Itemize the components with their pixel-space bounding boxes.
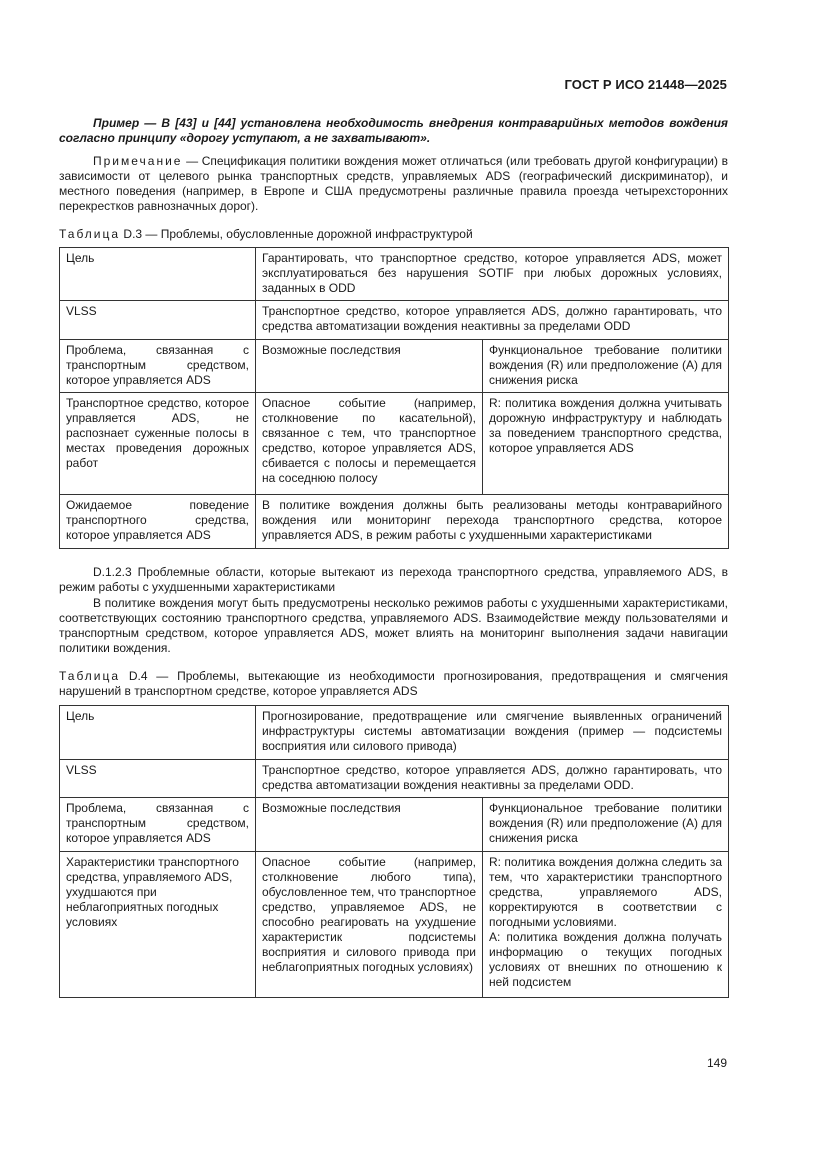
expected-label: Ожидаемое поведение транспортного средства, которое управляется ADS xyxy=(60,495,256,549)
col1-header: Проблема, связанная с транспортным средством, которое управляется ADS xyxy=(60,798,256,852)
row-requirement xyxy=(483,852,729,998)
table-d4-caption xyxy=(59,669,728,699)
table-row xyxy=(60,340,729,393)
assumption-a: A: политика вождения должна получать информацию о текущих погодных условиях от внешних по отношению к ней подсистем xyxy=(489,930,722,989)
table-row xyxy=(60,495,729,549)
vlss-text: Транспортное средство, которое управляется ADS, должно гарантировать, что средства автоматизации вождения неактивны за пределами ODD xyxy=(256,301,729,340)
table-row xyxy=(60,852,729,998)
expected-text: В политике вождения должны быть реализованы методы контраварийного вождения или мониторинг перехода транспортного средства, которое управляется ADS, в режим работы с ухудшенными характеристиками xyxy=(256,495,729,549)
table-d3 xyxy=(59,247,729,549)
goal-label: Цель xyxy=(60,706,256,760)
vlss-label: VLSS xyxy=(60,301,256,340)
table-d3-caption-text: D.3 — Проблемы, обусловленные дорожной инфраструктурой xyxy=(120,227,473,241)
table-d4-caption-label: Таблица xyxy=(59,669,121,683)
note-label: Примечание xyxy=(93,154,183,168)
goal-text: Гарантировать, что транспортное средство, которое управляется ADS, может эксплуатироваться без нарушения SOTIF при любых дорожных условиях, заданных в ODD xyxy=(256,248,729,301)
requirement-r: R: политика вождения должна следить за тем, что характеристики транспортного средства, управляемого ADS, корректируются в соответствии с погодными условиями. xyxy=(489,855,722,929)
row-consequence: Опасное событие (например, столкновение любого типа), обусловленное тем, что транспортное средство, управляемое ADS, не способно реагировать на ухудшение характеристик подсистемы восприятия и силового привода при неблагоприятных погодных условиях) xyxy=(256,852,483,998)
table-row xyxy=(60,706,729,760)
table-row xyxy=(60,393,729,495)
table-row xyxy=(60,301,729,340)
section-heading: D.1.2.3 Проблемные области, которые вытекают из перехода транспортного средства, управляемого ADS, в режим работы с ухудшенными характеристиками xyxy=(59,565,728,594)
col3-header: Функциональное требование политики вождения (R) или предположение (A) для снижения риска xyxy=(483,798,729,852)
table-d4-caption-text: D.4 — Проблемы, вытекающие из необходимости прогнозирования, предотвращения и смягчения нарушений в транспортном средстве, которое управляется ADS xyxy=(59,669,728,698)
col1-header: Проблема, связанная с транспортным средством, которое управляется ADS xyxy=(60,340,256,393)
vlss-text: Транспортное средство, которое управляется ADS, должно гарантировать, что средства автоматизации вождения неактивны за пределами ODD. xyxy=(256,760,729,798)
section-body: В политике вождения могут быть предусмотрены несколько режимов работы с ухудшенными характеристиками, соответствующих состоянию транспортного средства, управляемого ADS. Взаимодействие между пользователями и транспортным средством, которое управляется ADS, может влиять на мониторинг выполнения задачи навигации политики вождения. xyxy=(59,596,728,655)
note-text: — Спецификация политики вождения может отличаться (или требовать другой конфигурации) в зависимости от целевого рынка транспортных средств, управляемых ADS (географический дискриминатор), и местного поведения (например, в Европе и США предусмотрены различные правила проезда четырехсторонних перекрестков равнозначных дорог). xyxy=(59,154,728,213)
vlss-label: VLSS xyxy=(60,760,256,798)
table-row xyxy=(60,760,729,798)
row-requirement: R: политика вождения должна учитывать дорожную инфраструктуру и наблюдать за поведением транспортного средства, которое управляется ADS xyxy=(483,393,729,495)
goal-text: Прогнозирование, предотвращение или смягчение выявленных ограничений инфраструктуры системы автоматизации вождения (пример — подсистемы восприятия или силового привода) xyxy=(256,706,729,760)
col3-header: Функциональное требование политики вождения (R) или предположение (A) для снижения риска xyxy=(483,340,729,393)
table-d4 xyxy=(59,705,729,998)
goal-label: Цель xyxy=(60,248,256,301)
row-consequence: Опасное событие (например, столкновение по касательной), связанное с тем, что транспортное средство, которое управляется ADS, сбивается с полосы и перемещается на соседнюю полосу xyxy=(256,393,483,495)
document-header: ГОСТ Р ИСО 21448—2025 xyxy=(564,77,727,92)
col2-header: Возможные последствия xyxy=(256,340,483,393)
row-problem: Транспортное средство, которое управляется ADS, не распознает суженные полосы в местах проведения дорожных работ xyxy=(60,393,256,495)
table-d3-caption-label: Таблица xyxy=(59,227,121,241)
example-paragraph: Пример — В [43] и [44] установлена необходимость внедрения контраварийных методов вождения согласно принципу «дорогу уступают, а не захватывают». xyxy=(59,116,728,145)
table-d3-caption xyxy=(59,227,728,242)
note-paragraph xyxy=(59,154,728,214)
col2-header: Возможные последствия xyxy=(256,798,483,852)
table-row xyxy=(60,798,729,852)
page-number: 149 xyxy=(706,1056,727,1070)
row-problem: Характеристики транспортного средства, управляемого ADS, ухудшаются при неблагоприятных погодных условиях xyxy=(60,852,256,998)
table-row xyxy=(60,248,729,301)
